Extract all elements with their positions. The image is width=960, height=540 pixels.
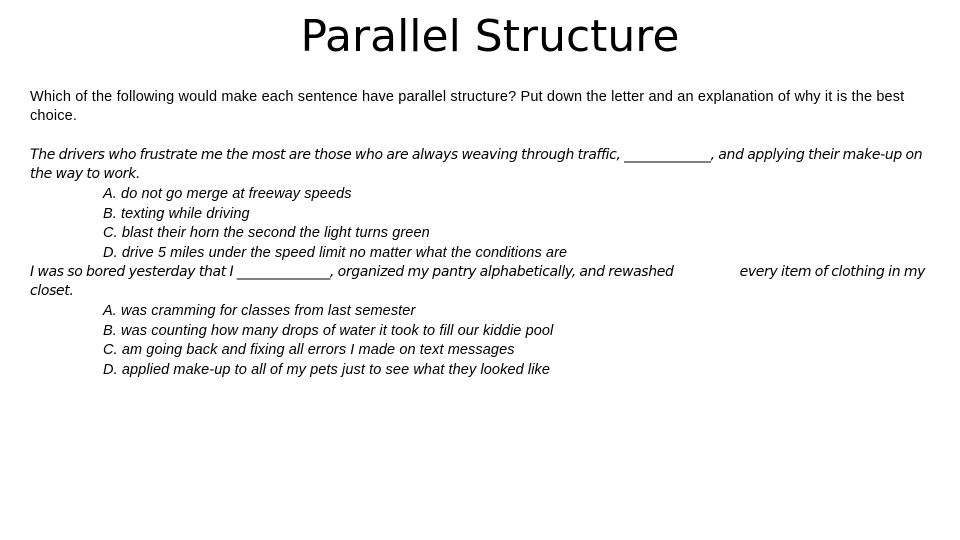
question-2-options — [103, 302, 553, 380]
question-2-option-c: C. am going back and fixing all errors I made on text messages — [103, 342, 515, 358]
question-1-option-d: D. drive 5 miles under the speed limit no matter what the conditions are — [103, 244, 568, 261]
question-2-option-b: B. was counting how many drops of water it took to fill our kiddie pool — [103, 322, 554, 339]
question-2-sentence-end: every item of clothing in my closet. — [30, 264, 926, 299]
question-2-sentence — [30, 263, 940, 301]
question-1-sentence: The drivers who frustrate me the most are those who are always weaving through traffic, _____________, and applying their make-up on the way to work. — [30, 147, 923, 182]
slide-title: Parallel Structure — [300, 11, 680, 62]
question-1-options — [103, 185, 567, 263]
instructions-text: Which of the following would make each sentence have parallel structure? Put down the letter and an explanation of why it is the best choice. — [30, 89, 905, 124]
question-2-option-a: A. was cramming for classes from last semester — [103, 303, 416, 319]
question-1-option-b: B. texting while driving — [103, 205, 250, 222]
question-1-option-a: A. do not go merge at freeway speeds — [103, 186, 352, 202]
question-2-sentence-start: I was so bored yesterday that I ______________, organized my pantry alphabetically, and rewashed — [30, 264, 674, 280]
question-1-option-c: C. blast their horn the second the light turns green — [103, 225, 430, 241]
question-2-option-d: D. applied make-up to all of my pets just to see what they looked like — [103, 361, 551, 378]
